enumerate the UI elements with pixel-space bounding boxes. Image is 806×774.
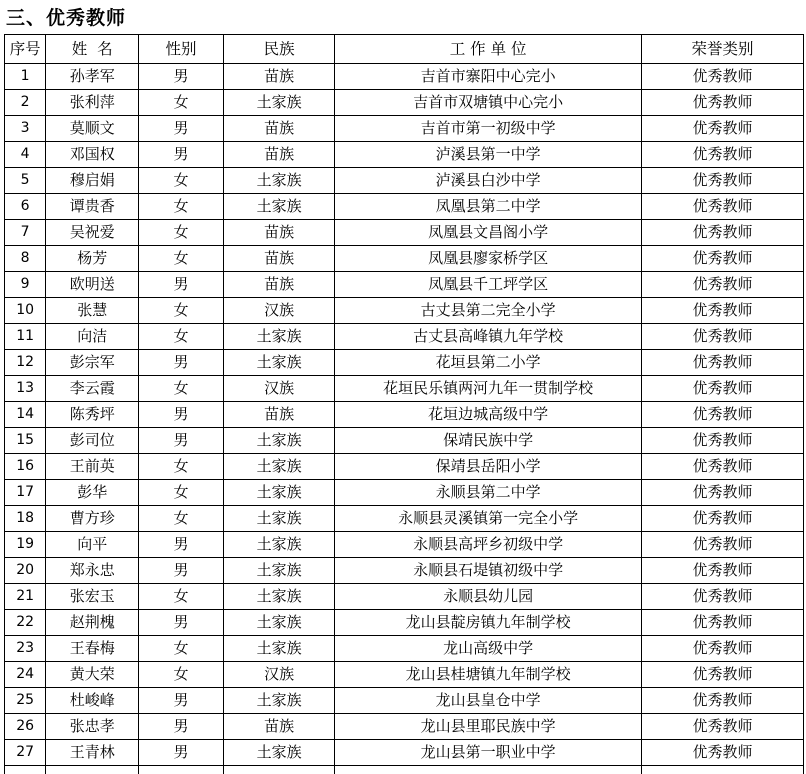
cell-workplace: 龙山县桂塘镇九年制学校 [335, 662, 642, 688]
cell-ethnicity: 土家族 [223, 168, 334, 194]
cell-workplace: 古丈县高峰镇九年学校 [335, 324, 642, 350]
cell-name: 邓国权 [46, 142, 139, 168]
cell-workplace: 花垣县第二小学 [335, 350, 642, 376]
cell-name: 王春梅 [46, 636, 139, 662]
cell-gender: 女 [139, 90, 224, 116]
cell-gender: 男 [139, 558, 224, 584]
cell-workplace: 凤凰县廖家桥学区 [335, 246, 642, 272]
cell-index: 9 [5, 272, 46, 298]
cell-empty [139, 766, 224, 774]
header-cell-gender: 性别 [139, 35, 224, 64]
cell-name: 彭司位 [46, 428, 139, 454]
cell-ethnicity: 苗族 [223, 714, 334, 740]
cell-name: 向洁 [46, 324, 139, 350]
header-cell-honor: 荣誉类别 [641, 35, 803, 64]
cell-empty [335, 766, 642, 774]
cell-workplace: 永顺县幼儿园 [335, 584, 642, 610]
cell-name: 王青林 [46, 740, 139, 766]
cell-gender: 女 [139, 480, 224, 506]
cell-index: 21 [5, 584, 46, 610]
cell-workplace: 保靖民族中学 [335, 428, 642, 454]
cell-name: 曹方珍 [46, 506, 139, 532]
cell-name: 向平 [46, 532, 139, 558]
cell-ethnicity: 土家族 [223, 480, 334, 506]
cell-empty [641, 766, 803, 774]
cell-workplace: 龙山县里耶民族中学 [335, 714, 642, 740]
cell-name: 欧明送 [46, 272, 139, 298]
cell-name: 张利萍 [46, 90, 139, 116]
cell-workplace: 永顺县第二中学 [335, 480, 642, 506]
cell-ethnicity: 汉族 [223, 662, 334, 688]
cell-empty [223, 766, 334, 774]
cell-gender: 女 [139, 662, 224, 688]
cell-index: 27 [5, 740, 46, 766]
cell-honor: 优秀教师 [641, 740, 803, 766]
cell-workplace: 吉首市双塘镇中心完小 [335, 90, 642, 116]
table-row [5, 688, 804, 714]
cell-gender: 男 [139, 116, 224, 142]
cell-honor: 优秀教师 [641, 480, 803, 506]
cell-workplace: 凤凰县文昌阁小学 [335, 220, 642, 246]
cell-honor: 优秀教师 [641, 142, 803, 168]
cell-workplace: 龙山县第一职业中学 [335, 740, 642, 766]
cell-honor: 优秀教师 [641, 402, 803, 428]
header-cell-ethnicity: 民族 [223, 35, 334, 64]
cell-ethnicity: 土家族 [223, 558, 334, 584]
cell-workplace: 吉首市寨阳中心完小 [335, 64, 642, 90]
cell-honor: 优秀教师 [641, 168, 803, 194]
cell-index: 24 [5, 662, 46, 688]
cell-ethnicity: 土家族 [223, 636, 334, 662]
cell-index: 18 [5, 506, 46, 532]
table-row [5, 324, 804, 350]
cell-gender: 男 [139, 272, 224, 298]
table-row [5, 428, 804, 454]
header-row [5, 35, 804, 64]
cell-honor: 优秀教师 [641, 220, 803, 246]
cell-workplace: 永顺县灵溪镇第一完全小学 [335, 506, 642, 532]
cell-name: 张宏玉 [46, 584, 139, 610]
cell-workplace: 凤凰县第二中学 [335, 194, 642, 220]
cell-index: 16 [5, 454, 46, 480]
cell-honor: 优秀教师 [641, 116, 803, 142]
cell-name: 赵荆槐 [46, 610, 139, 636]
cell-workplace: 凤凰县千工坪学区 [335, 272, 642, 298]
cell-honor: 优秀教师 [641, 558, 803, 584]
cell-honor: 优秀教师 [641, 350, 803, 376]
table-row [5, 480, 804, 506]
cell-index: 2 [5, 90, 46, 116]
cell-ethnicity: 土家族 [223, 610, 334, 636]
cell-gender: 男 [139, 402, 224, 428]
cell-ethnicity: 汉族 [223, 298, 334, 324]
cell-gender: 男 [139, 428, 224, 454]
cell-ethnicity: 汉族 [223, 376, 334, 402]
cell-honor: 优秀教师 [641, 454, 803, 480]
cell-index: 25 [5, 688, 46, 714]
cell-gender: 女 [139, 636, 224, 662]
cell-index: 26 [5, 714, 46, 740]
cell-honor: 优秀教师 [641, 532, 803, 558]
cell-workplace: 吉首市第一初级中学 [335, 116, 642, 142]
cell-gender: 男 [139, 610, 224, 636]
cell-ethnicity: 苗族 [223, 272, 334, 298]
cell-workplace: 花垣边城高级中学 [335, 402, 642, 428]
cell-workplace: 永顺县石堤镇初级中学 [335, 558, 642, 584]
cell-workplace: 龙山高级中学 [335, 636, 642, 662]
cell-name: 彭宗军 [46, 350, 139, 376]
table-row [5, 506, 804, 532]
cell-honor: 优秀教师 [641, 506, 803, 532]
cell-ethnicity: 土家族 [223, 584, 334, 610]
table-row [5, 64, 804, 90]
cell-workplace: 龙山县皇仓中学 [335, 688, 642, 714]
cell-honor: 优秀教师 [641, 90, 803, 116]
cell-honor: 优秀教师 [641, 298, 803, 324]
cell-ethnicity: 苗族 [223, 142, 334, 168]
table-row [5, 168, 804, 194]
cell-name: 彭华 [46, 480, 139, 506]
cell-ethnicity: 苗族 [223, 64, 334, 90]
cell-gender: 女 [139, 454, 224, 480]
table-row [5, 116, 804, 142]
cell-index: 12 [5, 350, 46, 376]
cell-index: 11 [5, 324, 46, 350]
cell-ethnicity: 土家族 [223, 454, 334, 480]
header-cell-index: 序号 [5, 35, 46, 64]
table-row [5, 298, 804, 324]
cell-workplace: 花垣民乐镇两河九年一贯制学校 [335, 376, 642, 402]
cell-index: 10 [5, 298, 46, 324]
cell-name: 杜峻峰 [46, 688, 139, 714]
table-row [5, 662, 804, 688]
cell-name: 穆启娟 [46, 168, 139, 194]
cell-workplace: 泸溪县第一中学 [335, 142, 642, 168]
cell-honor: 优秀教师 [641, 194, 803, 220]
cell-gender: 男 [139, 740, 224, 766]
cell-ethnicity: 土家族 [223, 740, 334, 766]
cell-ethnicity: 土家族 [223, 532, 334, 558]
cell-honor: 优秀教师 [641, 428, 803, 454]
table-row [5, 194, 804, 220]
table-row [5, 220, 804, 246]
cell-gender: 女 [139, 324, 224, 350]
cell-index: 22 [5, 610, 46, 636]
table-body [5, 64, 804, 774]
cell-ethnicity: 苗族 [223, 220, 334, 246]
cell-name: 谭贵香 [46, 194, 139, 220]
cell-honor: 优秀教师 [641, 324, 803, 350]
cell-index: 8 [5, 246, 46, 272]
cell-index: 23 [5, 636, 46, 662]
table-row [5, 636, 804, 662]
cell-index: 5 [5, 168, 46, 194]
cell-honor: 优秀教师 [641, 246, 803, 272]
cell-index: 13 [5, 376, 46, 402]
cell-honor: 优秀教师 [641, 714, 803, 740]
cell-ethnicity: 苗族 [223, 402, 334, 428]
cell-honor: 优秀教师 [641, 272, 803, 298]
cell-honor: 优秀教师 [641, 688, 803, 714]
header-cell-workplace: 工 作 单 位 [335, 35, 642, 64]
cell-gender: 女 [139, 298, 224, 324]
cell-ethnicity: 土家族 [223, 324, 334, 350]
cell-name: 孙孝军 [46, 64, 139, 90]
cell-ethnicity: 苗族 [223, 116, 334, 142]
cell-name: 吴祝爱 [46, 220, 139, 246]
cell-gender: 女 [139, 220, 224, 246]
cell-ethnicity: 土家族 [223, 90, 334, 116]
cell-workplace: 泸溪县白沙中学 [335, 168, 642, 194]
cell-gender: 女 [139, 506, 224, 532]
cell-gender: 女 [139, 246, 224, 272]
cell-name: 郑永忠 [46, 558, 139, 584]
cell-name: 陈秀坪 [46, 402, 139, 428]
table-row [5, 90, 804, 116]
table-row [5, 558, 804, 584]
cell-ethnicity: 土家族 [223, 194, 334, 220]
cell-ethnicity: 土家族 [223, 350, 334, 376]
cell-honor: 优秀教师 [641, 610, 803, 636]
table-row [5, 584, 804, 610]
cell-name: 王前英 [46, 454, 139, 480]
teacher-table [4, 34, 804, 774]
table-row-partial [5, 766, 804, 774]
table-row [5, 350, 804, 376]
cell-empty [46, 766, 139, 774]
table-row [5, 402, 804, 428]
cell-honor: 优秀教师 [641, 64, 803, 90]
cell-index: 6 [5, 194, 46, 220]
cell-honor: 优秀教师 [641, 584, 803, 610]
cell-name: 莫顺文 [46, 116, 139, 142]
cell-gender: 男 [139, 142, 224, 168]
cell-index: 3 [5, 116, 46, 142]
cell-gender: 男 [139, 688, 224, 714]
table-row [5, 714, 804, 740]
cell-workplace: 永顺县高坪乡初级中学 [335, 532, 642, 558]
cell-name: 张慧 [46, 298, 139, 324]
cell-workplace: 保靖县岳阳小学 [335, 454, 642, 480]
cell-gender: 女 [139, 584, 224, 610]
cell-name: 黄大荣 [46, 662, 139, 688]
cell-index: 19 [5, 532, 46, 558]
cell-honor: 优秀教师 [641, 376, 803, 402]
cell-gender: 男 [139, 64, 224, 90]
cell-index: 7 [5, 220, 46, 246]
cell-ethnicity: 苗族 [223, 246, 334, 272]
table-row [5, 740, 804, 766]
table-row [5, 246, 804, 272]
cell-index: 4 [5, 142, 46, 168]
section-title: 三、优秀教师 [6, 2, 126, 34]
cell-index: 15 [5, 428, 46, 454]
cell-workplace: 龙山县靛房镇九年制学校 [335, 610, 642, 636]
cell-index: 20 [5, 558, 46, 584]
cell-index: 14 [5, 402, 46, 428]
cell-workplace: 古丈县第二完全小学 [335, 298, 642, 324]
table-row [5, 142, 804, 168]
cell-gender: 女 [139, 168, 224, 194]
header-cell-name: 姓 名 [46, 35, 139, 64]
cell-honor: 优秀教师 [641, 636, 803, 662]
table-row [5, 272, 804, 298]
cell-name: 李云霞 [46, 376, 139, 402]
cell-gender: 女 [139, 194, 224, 220]
cell-name: 张忠孝 [46, 714, 139, 740]
cell-name: 杨芳 [46, 246, 139, 272]
cell-ethnicity: 土家族 [223, 428, 334, 454]
cell-ethnicity: 土家族 [223, 688, 334, 714]
cell-index: 17 [5, 480, 46, 506]
table-row [5, 376, 804, 402]
cell-gender: 男 [139, 350, 224, 376]
table-row [5, 610, 804, 636]
cell-empty [5, 766, 46, 774]
cell-index: 1 [5, 64, 46, 90]
cell-ethnicity: 土家族 [223, 506, 334, 532]
cell-gender: 男 [139, 714, 224, 740]
table-row [5, 454, 804, 480]
table-row [5, 532, 804, 558]
cell-gender: 男 [139, 532, 224, 558]
cell-honor: 优秀教师 [641, 662, 803, 688]
cell-gender: 女 [139, 376, 224, 402]
